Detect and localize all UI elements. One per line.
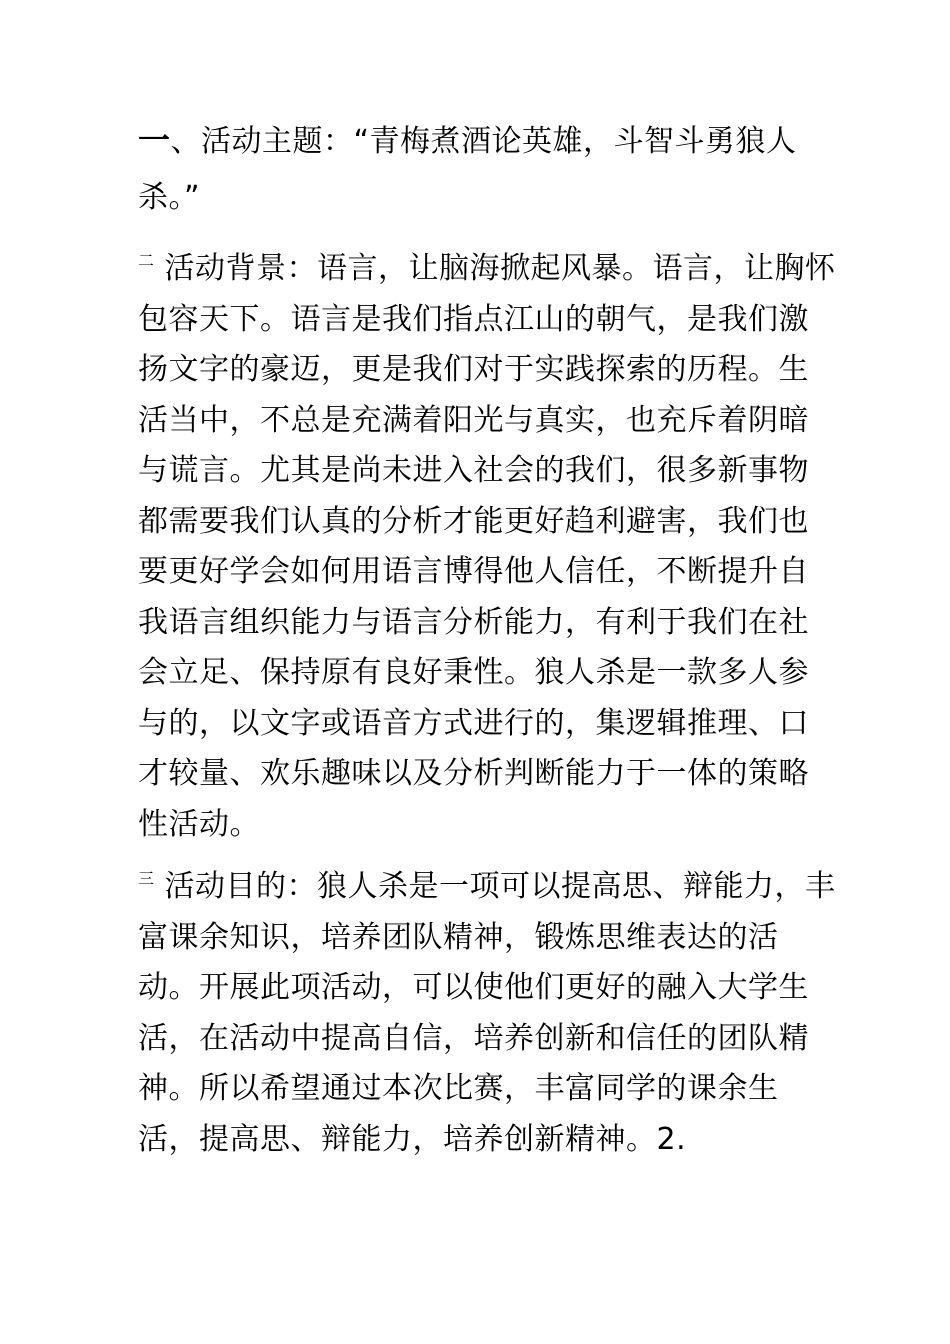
background-paragraph [138,236,838,850]
section-activity-theme [138,112,838,226]
purpose-paragraph [138,854,838,1165]
section-number-one: 一 [138,121,171,159]
section-number-two: 二 [138,251,155,270]
purpose-text: 活动目的：狼人杀是一项可以提高思、辩能力，丰富课余知识，培养团队精神，锻炼思维表达的活动。开展此项活动，可以使他们更好的融入大学生活，在活动中提高自信，培养创新和信任的团队精神。所以希望通过本次比赛，丰富同学的课余生活，提高思、辩能力，培养创新精神。2. [138,869,836,1157]
theme-paragraph [138,112,838,226]
section-activity-background [138,236,838,850]
section-activity-purpose [138,854,838,1165]
theme-text: 、活动主题：“青梅煮酒论英雄，斗智斗勇狼人杀。” [138,124,797,215]
section-number-three: 三 [138,869,155,888]
background-text: 活动背景：语言，让脑海掀起风暴。语言，让胸怀包容天下。语言是我们指点江山的朝气，是我们激扬文字的豪迈，更是我们对于实践探索的历程。生活当中，不总是充满着阳光与真实，也充斥着阴暗与谎言。尤其是尚未进入社会的我们，很多新事物都需要我们认真的分析才能更好趋利避害，我们也要更好学会如何用语言博得他人信任，不断提升自我语言组织能力与语言分析能力，有利于我们在社会立足、保持原有良好秉性。狼人杀是一款多人参与的，以文字或语音方式进行的，集逻辑推理、口才较量、欢乐趣味以及分析判断能力于一体的策略性活动。 [138,251,836,842]
